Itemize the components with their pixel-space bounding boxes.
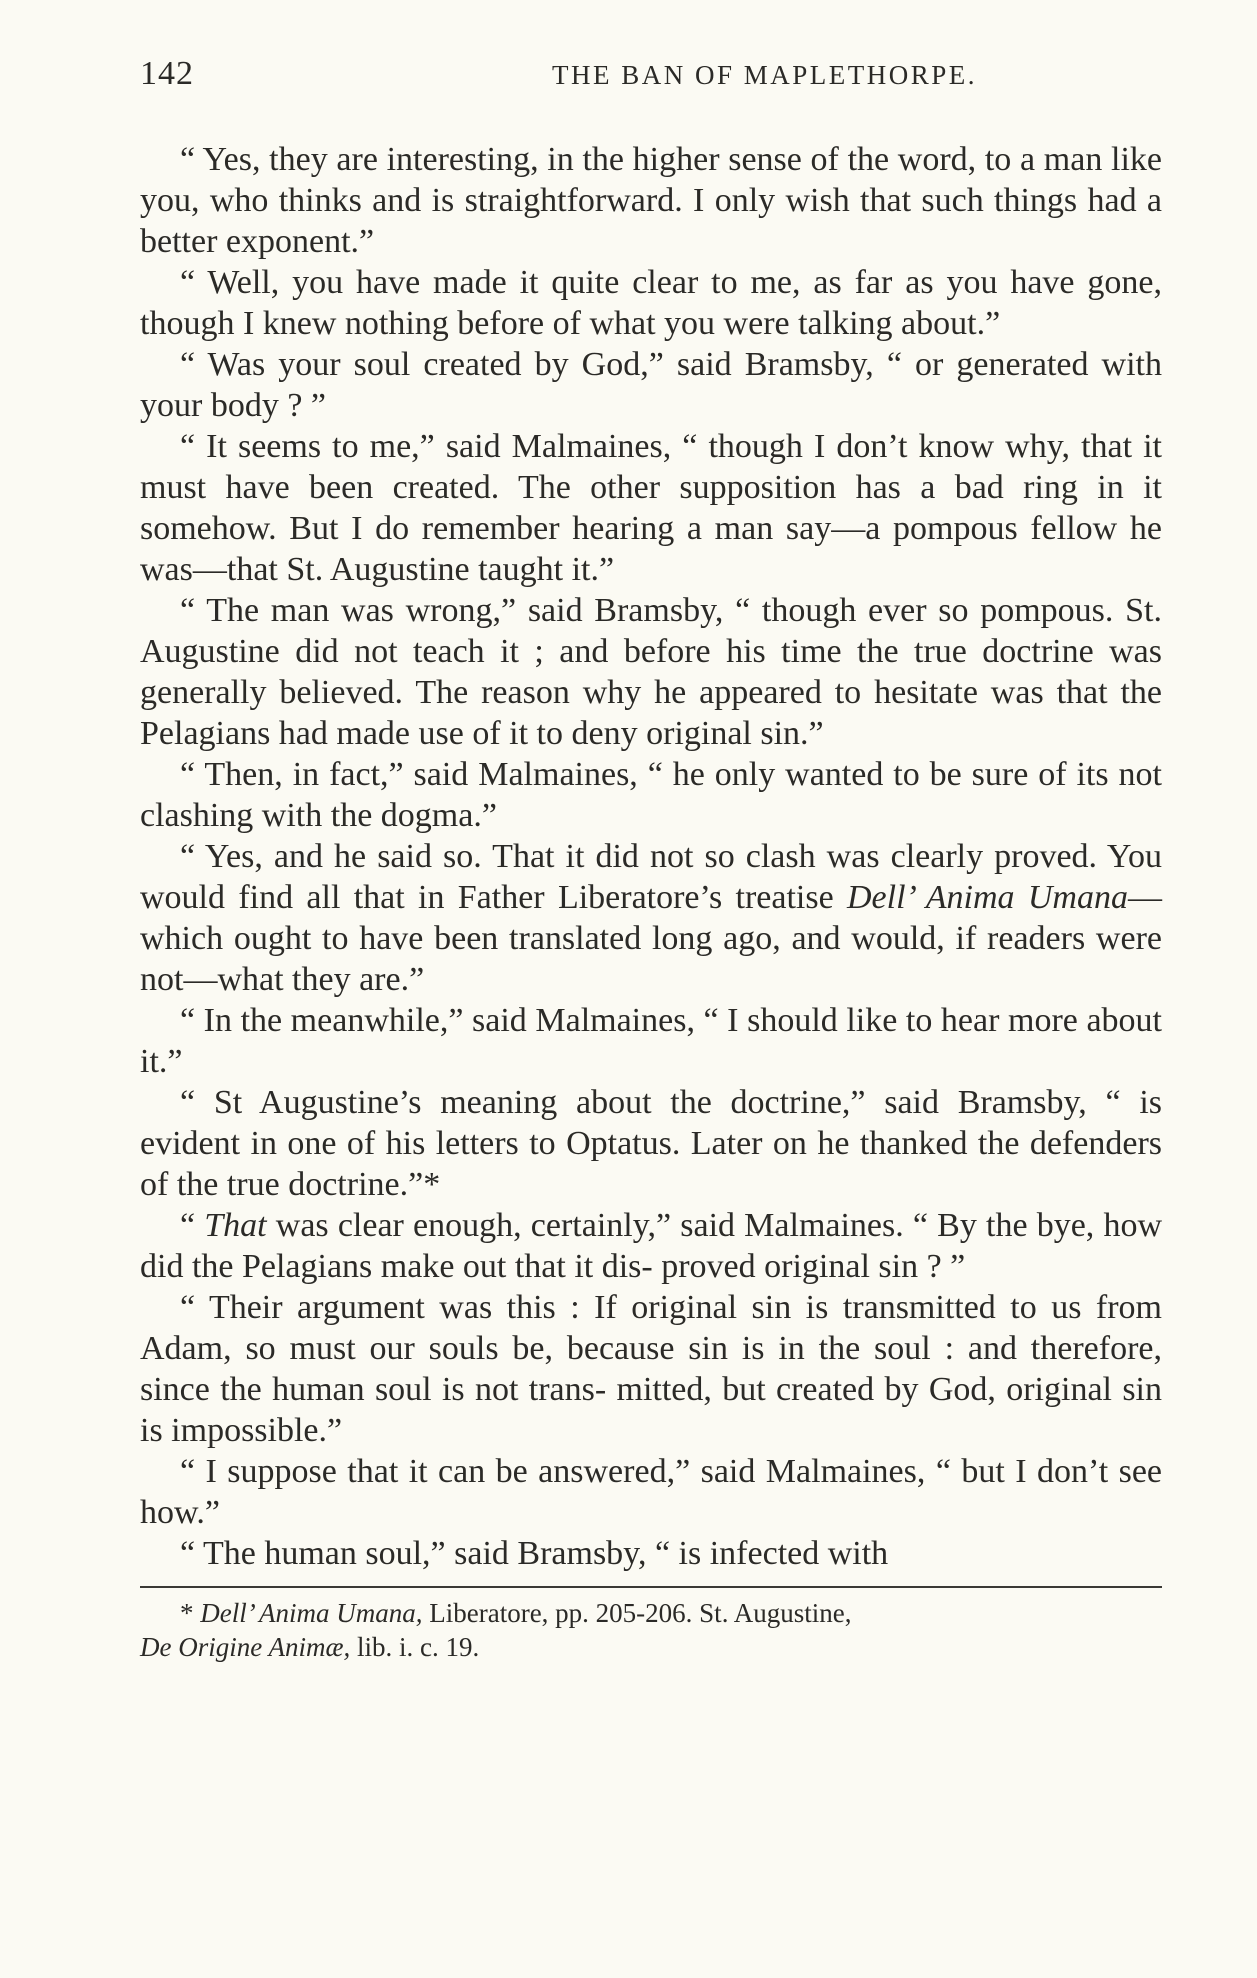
paragraph-text: was clear enough, certainly,” said Malmaines. “ By the bye, how did the Pelagians make out that it dis- proved original sin ? ”: [140, 1207, 1163, 1285]
paragraph-text: “ Yes, and he said so. That it did not so clash was clearly proved. You would find all that in Father Liberatore’s treatise: [140, 838, 1162, 916]
paragraph: “ Then, in fact,” said Malmaines, “ he only wanted to be sure of its not clashing with the dogma.”: [140, 756, 1162, 834]
italic-emphasis: That: [204, 1207, 267, 1244]
paragraph: “ St Augustine’s meaning about the doctrine,” said Bramsby, “ is evident in one of his letters to Optatus. Later on he thanked the defenders of the true doctrine.”*: [140, 1084, 1162, 1203]
paragraph: [140, 836, 1162, 1000]
paragraph: “ The man was wrong,” said Bramsby, “ though ever so pompous. St. Augustine did not teach it ; and before his time the true doctrine was generally believed. The reason why he appeared to hesitate was that the Pelagians had made use of it to deny original sin.”: [140, 592, 1162, 752]
footnote-text: Liberatore, pp. 205-206. St. Augustine,: [422, 1598, 852, 1628]
paragraph: “ In the meanwhile,” said Malmaines, “ I should like to hear more about it.”: [140, 1002, 1162, 1080]
page-number: 142: [140, 55, 194, 92]
paragraph: “ Well, you have made it quite clear to me, as far as you have gone, though I knew nothing before of what you were talking about.”: [140, 264, 1162, 342]
paragraph-text: —which ought to have been translated long ago, and would, if readers were not—what they are.”: [140, 879, 1162, 998]
running-head: THE BAN OF MAPLETHORPE.: [552, 60, 978, 90]
footnote-marker: *: [180, 1598, 201, 1628]
paragraph: “ The human soul,” said Bramsby, “ is infected with: [180, 1535, 889, 1572]
body-text: [140, 139, 1162, 1574]
paragraph: “ It seems to me,” said Malmaines, “ though I don’t know why, that it must have been created. The other supposition has a bad ring in it somehow. But I do remember hearing a man say—a pompous fellow he was—that St. Augustine taught it.”: [140, 428, 1162, 588]
paragraph-text: “: [180, 1207, 205, 1244]
italic-title: Dell’ Anima Umana: [847, 879, 1128, 916]
book-page: [140, 55, 1162, 1664]
footnote-title: De Origine Animæ,: [140, 1632, 351, 1662]
paragraph: [140, 1205, 1162, 1287]
footnote-title: Dell’ Anima Umana,: [200, 1598, 423, 1628]
paragraph: “ I suppose that it can be answered,” said Malmaines, “ but I don’t see how.”: [140, 1453, 1162, 1531]
paragraph: “ Yes, they are interesting, in the higher sense of the word, to a man like you, who thinks and is straightforward. I only wish that such things had a better exponent.”: [140, 141, 1162, 260]
footnote: [140, 1596, 1162, 1664]
page-header: [140, 55, 1162, 105]
footnote-text: lib. i. c. 19.: [350, 1632, 480, 1662]
paragraph: “ Was your soul created by God,” said Bramsby, “ or generated with your body ? ”: [140, 346, 1162, 424]
footnote-rule: [140, 1586, 1162, 1588]
paragraph: “ Their argument was this : If original sin is transmitted to us from Adam, so must our souls be, because sin is in the soul : and therefore, since the human soul is not trans- mitted, but created by God, original sin is impossible.”: [140, 1289, 1162, 1449]
footnote-line: [140, 1630, 1162, 1664]
footnote-line: [180, 1596, 1162, 1630]
